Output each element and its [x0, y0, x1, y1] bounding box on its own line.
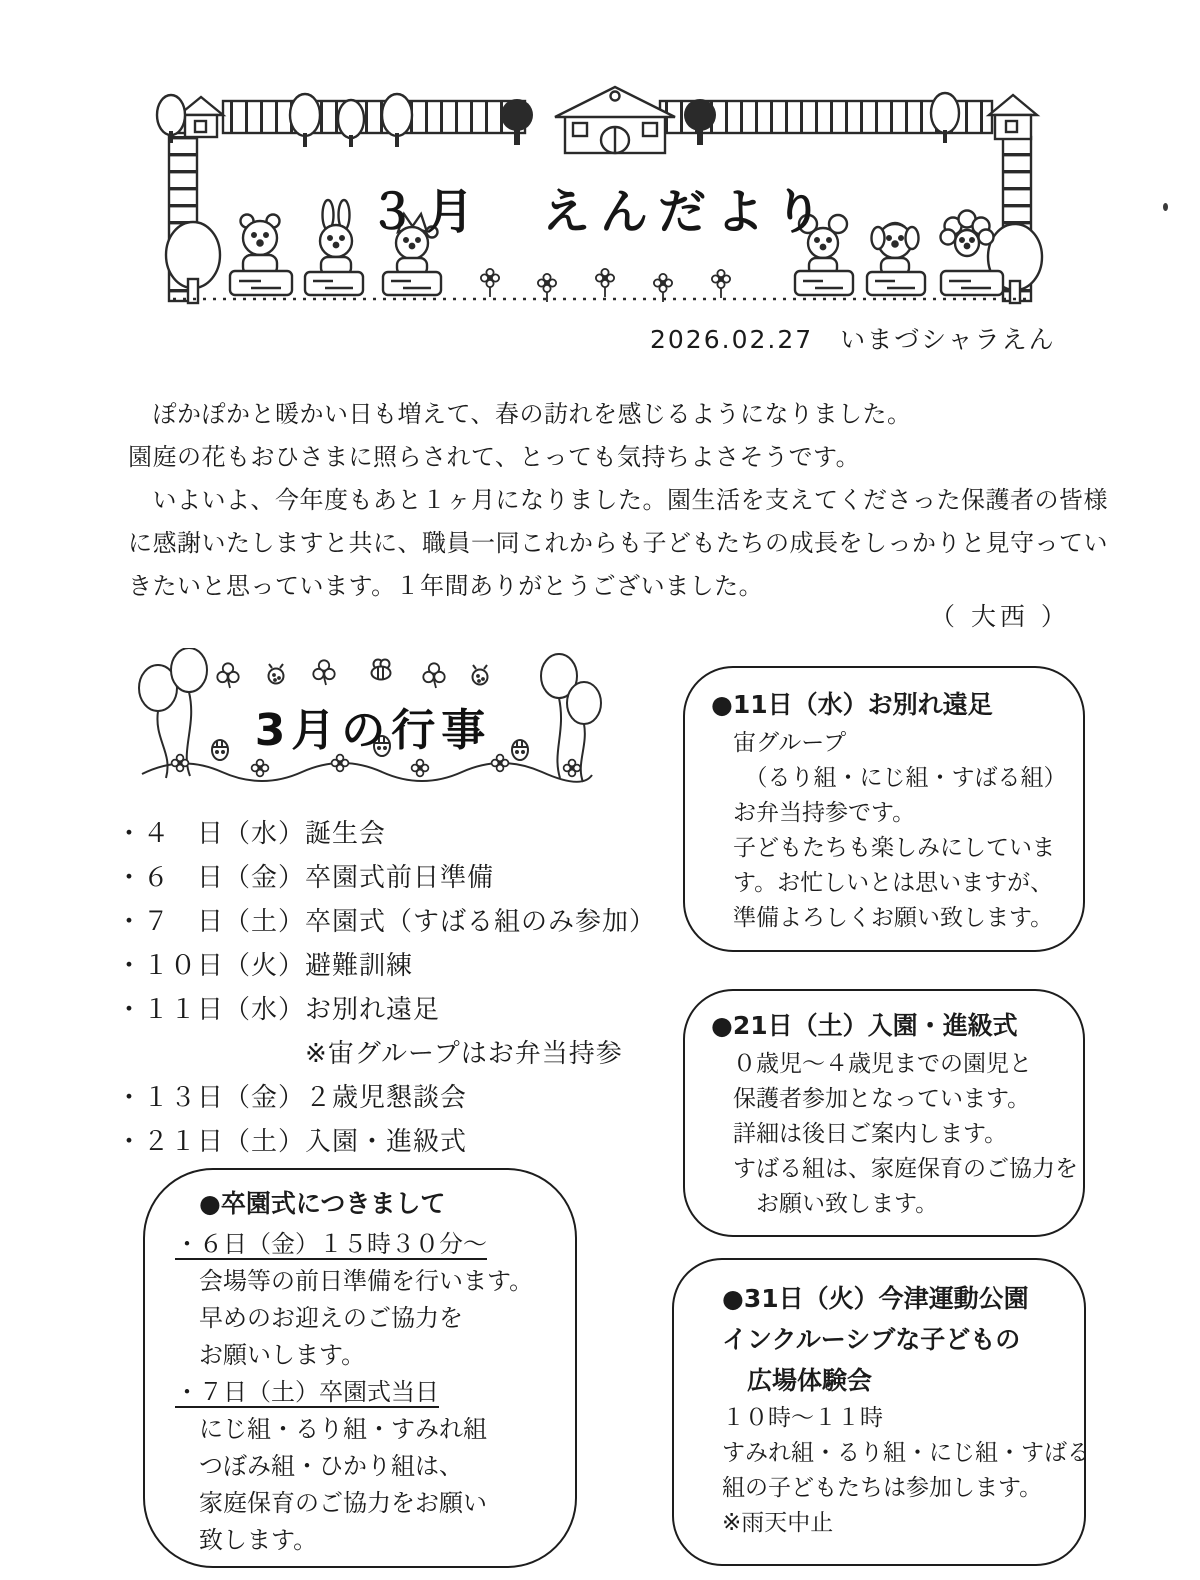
strawberry-icon	[269, 664, 284, 684]
event-item: ・１３日（金）２歳児懇談会	[116, 1083, 468, 1113]
notice-title: ●11日（水）お別れ遠足	[711, 690, 993, 719]
notice-title: ●31日（火）今津運動公園	[722, 1284, 1029, 1313]
notice-line: にじ組・るり組・すみれ組	[175, 1415, 487, 1443]
author-signature: （ 大西 ）	[930, 602, 1070, 631]
school-house-icon	[555, 87, 675, 153]
notice-line: 致します。	[175, 1526, 318, 1554]
events-header-illustration	[128, 648, 608, 806]
notice-line: 早めのお迎えのご協力を	[175, 1304, 463, 1332]
notice-line: お願い致します。	[733, 1191, 939, 1217]
notice-box-farewell-trip	[683, 666, 1085, 952]
intro-paragraph	[128, 393, 1108, 608]
notice-line: 宙グループ	[733, 730, 847, 756]
intro-line: ぽかぽかと暖かい日も増えて、春の訪れを感じるようになりました。	[128, 400, 912, 428]
notice-line: 詳細は後日ご案内します。	[733, 1121, 1008, 1147]
notice-line: 子どもたちも楽しみにしていま	[733, 835, 1055, 861]
notice-line: （るり組・にじ組・すばる組）	[733, 765, 1067, 791]
events-list	[116, 812, 656, 1164]
intro-line: 園庭の花もおひさまに照らされて、とっても気持ちよさそうです。	[128, 443, 861, 471]
notice-title-line: 広場体験会	[722, 1366, 873, 1395]
notice-line: すみれ組・るり組・にじ組・すばる	[722, 1440, 1090, 1466]
banner-illustration	[155, 85, 1045, 305]
notice-line: 組の子どもたちは参加します。	[722, 1475, 1043, 1501]
event-item: ・２１日（土）入園・進級式	[116, 1127, 468, 1157]
bee-icon	[372, 660, 391, 680]
intro-line: に感謝いたしますと共に、職員一同これからも子どもたちの成長をしっかりと見守ってい	[128, 529, 1108, 557]
notice-line: ※雨天中止	[722, 1510, 834, 1536]
intro-line: きたいと思っています。１年間ありがとうございました。	[128, 572, 764, 600]
clover-icon	[313, 660, 334, 685]
notice-line: つぼみ組・ひかり組は、	[175, 1452, 463, 1480]
notice-box-park-event	[672, 1258, 1090, 1566]
event-item: ・１１日（水）お別れ遠足	[116, 995, 441, 1025]
notice-title-line: インクルーシブな子どもの	[722, 1325, 1021, 1354]
log-desk	[230, 271, 1003, 295]
notice-line: す。お忙しいとは思いますが、	[733, 870, 1054, 896]
notice-line: 保護者参加となっています。	[733, 1086, 1031, 1112]
notice-line: 準備よろしくお願い致します。	[733, 905, 1054, 931]
event-item: ・４ 日（水）誕生会	[116, 819, 387, 849]
notice-line: お弁当持参です。	[733, 800, 916, 826]
notice-line: すばる組は、家庭保育のご協力を	[733, 1156, 1078, 1182]
clover-icon	[217, 663, 238, 688]
scan-artifact-dot	[1163, 203, 1168, 211]
event-item: ・７ 日（土）卒園式（すばる組のみ参加）	[116, 907, 657, 937]
notice-line-underlined: ・６日（金）１５時３０分～	[175, 1230, 487, 1258]
intro-line: いよいよ、今年度もあと１ヶ月になりました。園生活を支えてくださった保護者の皆様	[128, 486, 1108, 514]
notice-line: 会場等の前日準備を行います。	[175, 1267, 534, 1295]
notice-title: ●21日（土）入園・進級式	[711, 1011, 1018, 1040]
notice-line: ０歳児～４歳児までの園児と	[733, 1051, 1032, 1077]
notice-title: ●卒園式につきまして	[199, 1189, 446, 1218]
clover-icon	[423, 663, 444, 688]
notice-line-underlined: ・７日（土）卒園式当日	[175, 1378, 439, 1406]
newsletter-title: ３月 えんだより	[367, 184, 832, 240]
notice-box-entrance-ceremony	[683, 989, 1085, 1237]
event-item: ・１０日（火）避難訓練	[116, 951, 414, 981]
issue-date: 2026.02.27 いまづシャラえん	[650, 325, 1056, 354]
notice-box-graduation	[143, 1168, 577, 1568]
event-item-note: ※宙グループはお弁当持参	[116, 1039, 623, 1069]
event-item: ・６ 日（金）卒園式前日準備	[116, 863, 495, 893]
flower-icon	[481, 269, 730, 302]
events-heading: 3月の行事	[254, 705, 492, 756]
notice-line: １０時～１１時	[722, 1405, 883, 1431]
strawberry-icon	[473, 665, 488, 685]
notice-line: お願いします。	[175, 1341, 366, 1369]
notice-line: 家庭保育のご協力をお願い	[175, 1489, 487, 1517]
